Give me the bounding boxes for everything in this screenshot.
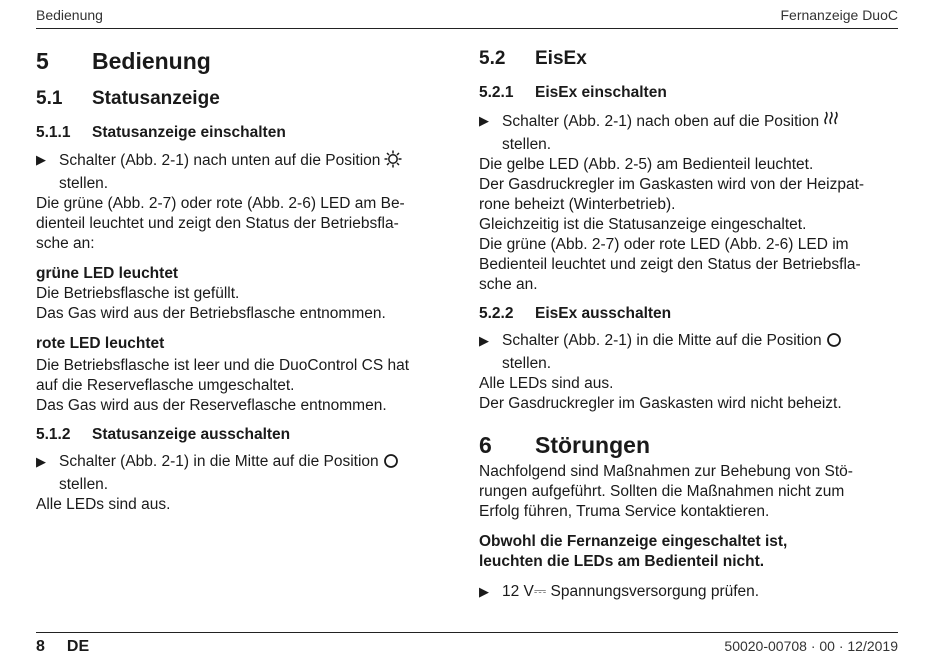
text-line: Nachfolgend sind Maßnahmen zur Behebung von Stö- <box>479 463 853 480</box>
step-text: 12 V⎓ Spannungsversorgung prüfen. <box>502 583 760 600</box>
heading-title: Statusanzeige <box>92 88 220 109</box>
text-line: Gleichzeitig ist die Statusanzeige eingeschaltet. <box>479 216 807 233</box>
text-line: rungen aufgeführt. Sollten die Maßnahmen nicht zum <box>479 483 845 500</box>
text-line: Bedienteil leuchtet und zeigt den Status der Betriebsfla- <box>479 256 861 273</box>
paragraph <box>36 284 448 324</box>
instruction-step <box>479 331 891 374</box>
heading-title: EisEx einschalten <box>535 84 667 101</box>
text-line: Die Betriebsflasche ist gefüllt. <box>36 285 240 302</box>
instruction-step <box>36 150 448 194</box>
text-line: Das Gas wird aus der Betriebsflasche entnommen. <box>36 305 386 322</box>
text-line: dienteil leuchtet und zeigt den Status der Betriebsfla- <box>36 215 399 232</box>
paragraph: Alle LEDs sind aus. <box>36 496 171 513</box>
header-rule <box>36 28 898 29</box>
paragraph <box>36 194 448 254</box>
step-text: Schalter (Abb. 2-1) in die Mitte auf die Position <box>59 453 379 470</box>
heading-number: 5.2 <box>479 48 506 69</box>
heading-number: 5.1.1 <box>36 124 71 141</box>
text-line: Die grüne (Abb. 2-7) oder rote (Abb. 2-6) LED am Be- <box>36 195 405 212</box>
step-text: Schalter (Abb. 2-1) in die Mitte auf die Position <box>502 332 822 349</box>
text-line: Obwohl die Fernanzeige eingeschaltet ist, <box>479 533 788 550</box>
heading-5-2 <box>479 46 891 72</box>
triangle-bullet-icon: ▶ <box>479 113 489 128</box>
text-line: Alle LEDs sind aus. <box>479 375 614 392</box>
heading-5-2-2 <box>479 303 891 325</box>
circle-icon <box>383 453 399 475</box>
heading-5-1 <box>36 86 448 112</box>
subheading-green-led: grüne LED leuchtet <box>36 265 179 282</box>
step-text: stellen. <box>59 476 109 493</box>
heading-5-1-1 <box>36 122 448 144</box>
left-column <box>36 44 448 515</box>
instruction-step <box>36 452 448 495</box>
text-line: Der Gasdruckregler im Gaskasten wird von der Heizpat- <box>479 176 865 193</box>
heading-title: EisEx <box>535 48 587 69</box>
page-header-right: Fernanzeige DuoC <box>780 7 898 23</box>
paragraph <box>479 155 891 295</box>
heading-number: 6 <box>479 432 492 458</box>
paragraph <box>479 374 891 414</box>
text-line: rone beheizt (Winterbetrieb). <box>479 196 676 213</box>
footer-rule <box>36 632 898 633</box>
heading-number: 5 <box>36 48 49 74</box>
heading-number: 5.1.2 <box>36 426 71 443</box>
step-text: stellen. <box>502 355 552 372</box>
text-line: leuchten die LEDs am Bedienteil nicht. <box>479 553 765 570</box>
heading-5-1-2 <box>36 424 448 446</box>
step-text: Schalter (Abb. 2-1) nach oben auf die Position <box>502 113 820 130</box>
triangle-bullet-icon: ▶ <box>36 152 46 167</box>
step-text: Schalter (Abb. 2-1) nach unten auf die Position <box>59 152 381 169</box>
page-number: 8 <box>36 638 45 655</box>
triangle-bullet-icon: ▶ <box>479 584 489 599</box>
heading-number: 5.1 <box>36 88 63 109</box>
paragraph <box>36 356 448 416</box>
heading-5-2-1 <box>479 82 891 104</box>
text-line: Erfolg führen, Truma Service kontaktieren. <box>479 503 770 520</box>
language-code: DE <box>66 638 90 655</box>
heading-5 <box>36 45 448 77</box>
heading-title: Bedienung <box>92 48 211 74</box>
step-text: stellen. <box>502 136 552 153</box>
triangle-bullet-icon: ▶ <box>36 454 46 469</box>
subheading-red-led: rote LED leuchtet <box>36 335 165 352</box>
sun-icon <box>384 150 402 174</box>
text-line: Die gelbe LED (Abb. 2-5) am Bedienteil leuchtet. <box>479 156 814 173</box>
text-line: Die Betriebsflasche ist leer und die DuoControl CS hat <box>36 357 410 374</box>
paragraph <box>479 462 891 522</box>
text-line: Der Gasdruckregler im Gaskasten wird nicht beheizt. <box>479 395 842 412</box>
text-line: sche an. <box>479 276 538 293</box>
document-number: 50020-00708 · 00 · 12/2019 <box>724 638 898 654</box>
heading-title: EisEx ausschalten <box>535 305 672 322</box>
heat-icon <box>823 111 839 135</box>
heading-6 <box>479 429 891 461</box>
text-line: Das Gas wird aus der Reserveflasche entnommen. <box>36 397 387 414</box>
heading-title: Statusanzeige einschalten <box>92 124 286 141</box>
instruction-step <box>479 111 891 155</box>
page-header-left: Bedienung <box>36 7 103 23</box>
heading-number: 5.2.2 <box>479 305 514 322</box>
heading-title: Statusanzeige ausschalten <box>92 426 291 443</box>
triangle-bullet-icon: ▶ <box>479 333 489 348</box>
heading-title: Störungen <box>535 432 650 458</box>
right-column <box>479 44 891 602</box>
text-line: Die grüne (Abb. 2-7) oder rote LED (Abb. 2-6) LED im <box>479 236 849 253</box>
circle-icon <box>826 332 842 354</box>
bold-paragraph <box>479 532 891 572</box>
text-line: sche an: <box>36 235 95 252</box>
heading-number: 5.2.1 <box>479 84 514 101</box>
step-text: stellen. <box>59 175 109 192</box>
footer-left <box>36 638 89 656</box>
text-line: auf die Reserveflasche umgeschaltet. <box>36 377 295 394</box>
instruction-step <box>479 582 891 602</box>
